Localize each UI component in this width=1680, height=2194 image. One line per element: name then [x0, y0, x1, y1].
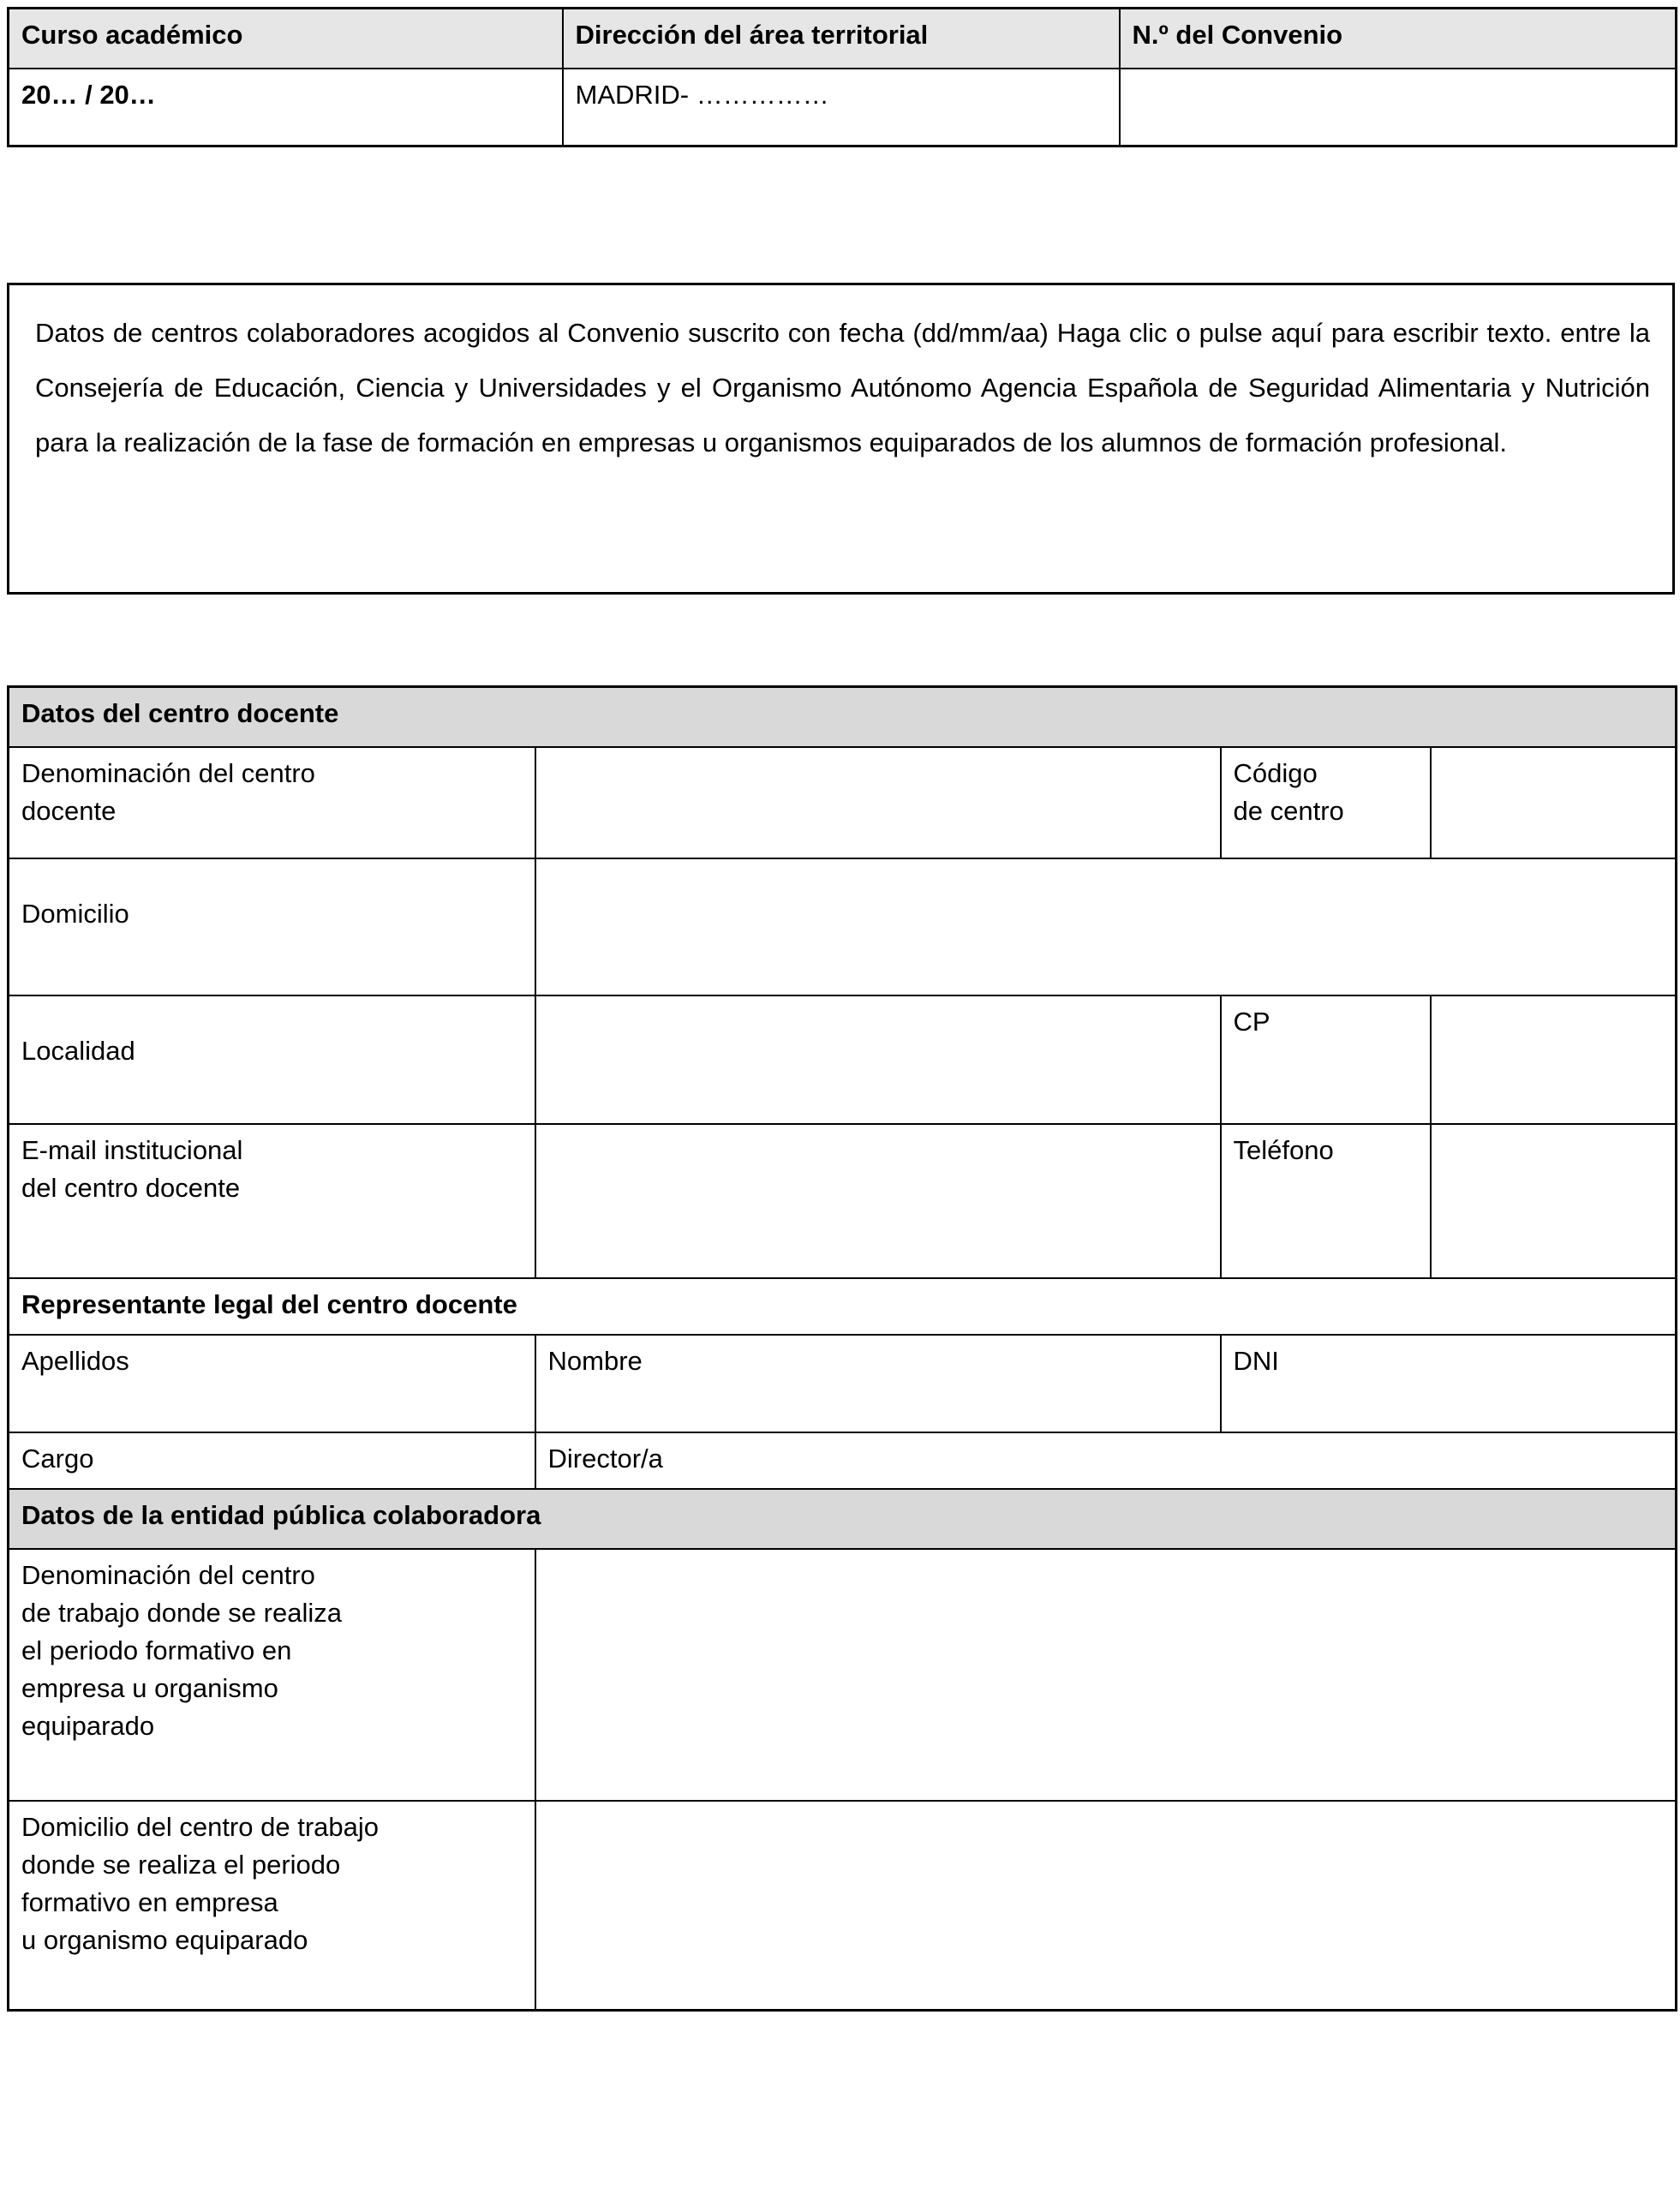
- label-denominacion-centro-trabajo-line2: de trabajo donde se realiza: [21, 1598, 342, 1629]
- label-email-institucional-line1: E-mail institucional: [21, 1135, 243, 1165]
- intro-paragraph-text: Datos de centros colaboradores acogidos al Convenio suscrito con fecha (dd/mm/aa) Haga clic o pulse aquí para escribir texto. entre la Consejería de Educación, Ciencia y Universidades y el Organismo Autónomo Agencia Española de Seguridad Alimentaria y Nutrición para la realización de la fase de formación en empresas u organismos equiparados de los alumnos de formación profesional.: [35, 318, 1650, 458]
- header-numero-convenio-label: N.º del Convenio: [1120, 9, 1677, 69]
- label-codigo-de-centro-line1: Código: [1233, 758, 1318, 788]
- label-denominacion-centro-trabajo-line5: equiparado: [21, 1711, 155, 1742]
- label-domicilio-centro-trabajo-line1: Domicilio del centro de trabajo: [21, 1812, 379, 1842]
- header-curso-academico-label: Curso académico: [9, 9, 563, 69]
- field-domicilio-centro-trabajo[interactable]: [535, 1801, 1677, 2011]
- label-apellidos[interactable]: Apellidos: [9, 1335, 535, 1432]
- table-row-cargo: [9, 1432, 1677, 1489]
- header-table-label-row: [9, 9, 1677, 69]
- main-data-table: [7, 685, 1677, 2012]
- section-title-entidad-colaboradora: Datos de la entidad pública colaboradora: [9, 1489, 1677, 1549]
- label-codigo-de-centro-line2: de centro: [1233, 796, 1344, 827]
- section-row-representante-legal: [9, 1278, 1677, 1335]
- label-denominacion-centro-trabajo: [9, 1549, 535, 1801]
- label-nombre[interactable]: Nombre: [535, 1335, 1221, 1432]
- label-denominacion-centro-docente: [9, 747, 535, 858]
- label-dni[interactable]: DNI: [1221, 1335, 1677, 1432]
- label-domicilio: Domicilio: [9, 858, 535, 995]
- label-cp: CP: [1221, 995, 1431, 1124]
- field-telefono[interactable]: [1431, 1124, 1677, 1278]
- label-cargo: Cargo: [9, 1432, 535, 1489]
- header-direccion-area-territorial-label: Dirección del área territorial: [563, 9, 1120, 69]
- label-codigo-de-centro: [1221, 747, 1431, 858]
- table-row-email-institucional: [9, 1124, 1677, 1278]
- label-domicilio-centro-trabajo: [9, 1801, 535, 2011]
- field-denominacion-centro-trabajo[interactable]: [535, 1549, 1677, 1801]
- table-row-denominacion-centro-trabajo: [9, 1549, 1677, 1801]
- label-localidad: Localidad: [9, 995, 535, 1124]
- header-numero-convenio-value[interactable]: [1120, 69, 1677, 146]
- section-row-centro-docente: [9, 687, 1677, 748]
- header-direccion-area-territorial-value[interactable]: MADRID- ……………: [563, 69, 1120, 146]
- intro-paragraph-box: [7, 283, 1675, 595]
- label-denominacion-centro-trabajo-line1: Denominación del centro: [21, 1560, 315, 1590]
- label-denominacion-centro-trabajo-line3: el periodo formativo en: [21, 1635, 292, 1666]
- label-email-institucional: [9, 1124, 535, 1278]
- table-row-domicilio: [9, 858, 1677, 995]
- section-title-representante-legal: Representante legal del centro docente: [9, 1278, 1677, 1335]
- label-denominacion-centro-trabajo-line4: empresa u organismo: [21, 1673, 278, 1704]
- header-table-value-row: [9, 69, 1677, 146]
- table-row-denominacion-centro: [9, 747, 1677, 858]
- table-row-localidad: [9, 995, 1677, 1124]
- label-telefono: Teléfono: [1221, 1124, 1431, 1278]
- label-domicilio-centro-trabajo-line4: u organismo equiparado: [21, 1925, 308, 1956]
- field-email-institucional[interactable]: [535, 1124, 1221, 1278]
- section-title-centro-docente: Datos del centro docente: [9, 687, 1677, 748]
- label-denominacion-centro-docente-line2: docente: [21, 796, 117, 827]
- label-email-institucional-line2: del centro docente: [21, 1173, 241, 1204]
- field-cp[interactable]: [1431, 995, 1677, 1124]
- table-row-domicilio-centro-trabajo: [9, 1801, 1677, 2011]
- section-row-entidad-colaboradora: [9, 1489, 1677, 1549]
- label-domicilio-centro-trabajo-line2: donde se realiza el periodo: [21, 1850, 341, 1880]
- label-domicilio-centro-trabajo-line3: formativo en empresa: [21, 1887, 278, 1918]
- label-denominacion-centro-docente-line1: Denominación del centro: [21, 758, 315, 788]
- header-curso-academico-value[interactable]: 20… / 20…: [9, 69, 563, 146]
- field-domicilio[interactable]: [535, 858, 1677, 995]
- header-table: [7, 7, 1677, 147]
- field-denominacion-centro-docente[interactable]: [535, 747, 1221, 858]
- field-localidad[interactable]: [535, 995, 1221, 1124]
- field-codigo-de-centro[interactable]: [1431, 747, 1677, 858]
- field-cargo[interactable]: Director/a: [535, 1432, 1677, 1489]
- table-row-representante-persona: [9, 1335, 1677, 1432]
